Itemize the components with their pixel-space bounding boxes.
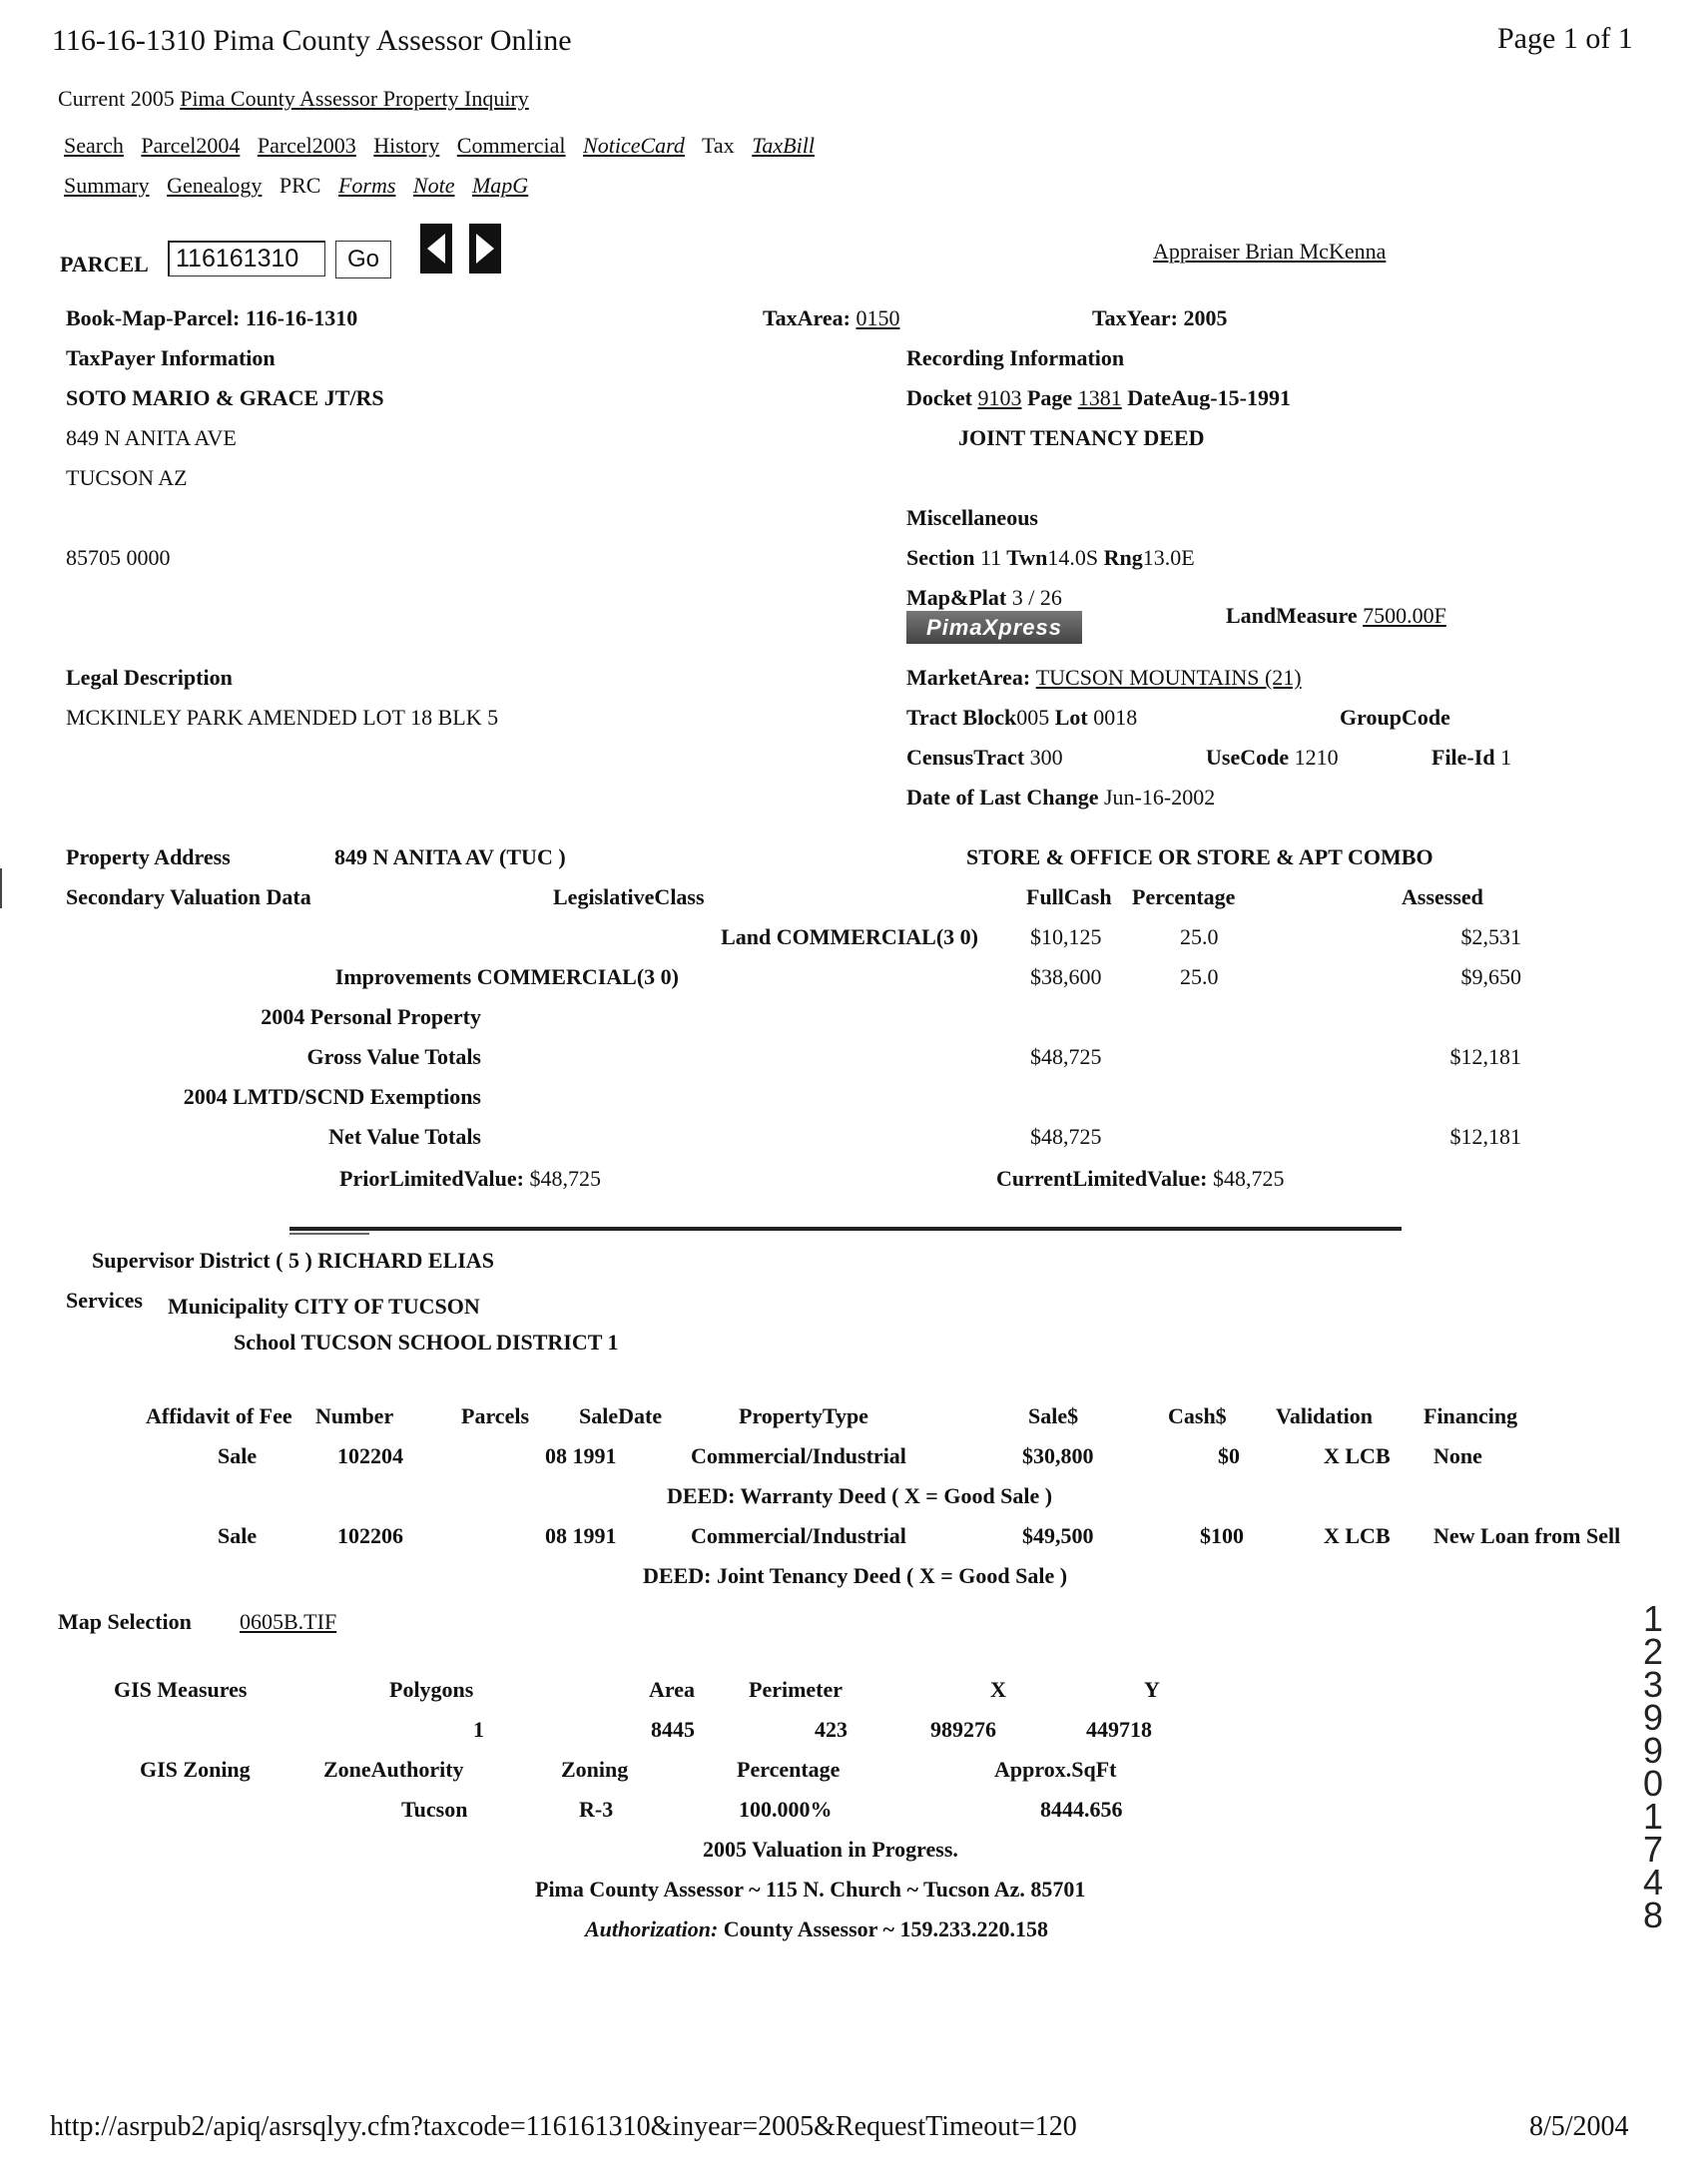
- block-value: 005: [1016, 705, 1050, 730]
- prior-limited-value: [339, 1166, 601, 1192]
- book-map-parcel: [66, 305, 357, 331]
- section-divider-shadow: [289, 1233, 369, 1235]
- gis-zoneauthority-value: Tucson: [401, 1797, 468, 1822]
- nav-mapg[interactable]: MapG: [471, 173, 529, 198]
- usecode-label: UseCode: [1206, 745, 1290, 770]
- sale-price: $49,500: [1022, 1523, 1094, 1548]
- section-value: 11: [979, 545, 1002, 570]
- prior-limited-label: PriorLimitedValue:: [339, 1166, 524, 1191]
- gis-measures-label: GIS Measures: [114, 1677, 248, 1702]
- sales-header-cash: Cash$: [1168, 1403, 1227, 1428]
- sale-validation: X LCB: [1324, 1523, 1391, 1548]
- valuation-assessed: $2,531: [1460, 924, 1521, 949]
- deed-type: JOINT TENANCY DEED: [958, 425, 1205, 450]
- group-code-label: GroupCode: [1340, 705, 1450, 730]
- page-subtitle: [58, 86, 529, 112]
- twn-value: 14.0S: [1047, 545, 1099, 570]
- authorization-line: [585, 1916, 1048, 1942]
- nav-tax[interactable]: Tax: [702, 133, 735, 158]
- nav-parcel2004[interactable]: Parcel2004: [141, 133, 241, 158]
- nav-search[interactable]: Search: [64, 133, 124, 158]
- sale-date: 08 1991: [545, 1443, 617, 1468]
- sale-cash: $0: [1218, 1443, 1240, 1468]
- municipality: Municipality CITY OF TUCSON: [168, 1294, 480, 1319]
- nav-prc[interactable]: PRC: [279, 173, 321, 198]
- scan-margin-mark: [0, 868, 2, 908]
- sale-property-type: Commercial/Industrial: [691, 1443, 906, 1468]
- nav-commercial[interactable]: Commercial: [456, 133, 566, 158]
- valuation-label: Land: [721, 924, 772, 949]
- sales-header-validation: Validation: [1276, 1403, 1374, 1428]
- docket-label: Docket: [906, 385, 972, 410]
- secondary-valuation-label: Secondary Valuation Data: [66, 884, 311, 909]
- section-label: Section: [906, 545, 975, 570]
- marketarea-link[interactable]: TUCSON MOUNTAINS (21): [1035, 665, 1302, 690]
- census-value: 300: [1029, 745, 1063, 770]
- landmeasure-label: LandMeasure: [1226, 603, 1358, 628]
- nav-note[interactable]: Note: [412, 173, 455, 198]
- assessor-inquiry-link[interactable]: Pima County Assessor Property Inquiry: [180, 86, 529, 111]
- sale-date: 08 1991: [545, 1523, 617, 1548]
- taxpayer-zip: 85705 0000: [66, 545, 171, 570]
- property-address-value: 849 N ANITA AV (TUC ): [334, 844, 566, 869]
- valuation-class: COMMERCIAL(3 0): [476, 964, 679, 989]
- nav-genealogy[interactable]: Genealogy: [167, 173, 263, 198]
- date-last-change: [906, 785, 1215, 811]
- date-value: Aug-15-1991: [1171, 385, 1291, 410]
- landmeasure-link[interactable]: 7500.00F: [1363, 603, 1446, 628]
- sales-header-sale: Sale$: [1028, 1403, 1079, 1428]
- map-selection-label: Map Selection: [58, 1609, 192, 1634]
- valuation-row-exemptions: 2004 LMTD/SCND Exemptions: [183, 1084, 481, 1109]
- gis-zoning-value: R-3: [579, 1797, 614, 1822]
- tax-year: [1092, 305, 1227, 331]
- lot-label: Lot: [1054, 705, 1088, 730]
- print-date: 8/5/2004: [1529, 2111, 1629, 2142]
- map-plat: [906, 585, 1062, 611]
- sale-deed: DEED: Warranty Deed ( X = Good Sale ): [667, 1483, 1053, 1508]
- gis-area-header: Area: [649, 1677, 696, 1702]
- fileid-value: 1: [1500, 745, 1512, 770]
- next-parcel-button[interactable]: [469, 224, 501, 273]
- gis-zoning-header: Zoning: [561, 1757, 629, 1782]
- sales-header-propertytype: PropertyType: [739, 1403, 868, 1428]
- taxpayer-heading: TaxPayer Information: [66, 345, 276, 370]
- nav-noticecard[interactable]: NoticeCard: [583, 133, 685, 158]
- parcel-label: PARCEL: [60, 252, 149, 276]
- authorization-label: Authorization:: [585, 1916, 719, 1941]
- percentage-header: Percentage: [1132, 884, 1236, 909]
- taxpayer-address-2: TUCSON AZ: [66, 465, 188, 490]
- market-area: [906, 665, 1302, 691]
- gis-area-value: 8445: [651, 1717, 695, 1742]
- valuation-pct: 25.0: [1180, 964, 1219, 989]
- gis-polygons-value: 1: [473, 1717, 484, 1742]
- taxyear-value: 2005: [1183, 305, 1228, 330]
- sale-number: 102204: [337, 1443, 403, 1468]
- section-township-range: [906, 545, 1195, 571]
- lot-value: 0018: [1093, 705, 1138, 730]
- subtitle-prefix: Current 2005: [58, 86, 181, 111]
- lastchange-value: Jun-16-2002: [1104, 785, 1216, 810]
- sale-property-type: Commercial/Industrial: [691, 1523, 906, 1548]
- current-limited-amount: $48,725: [1212, 1166, 1285, 1191]
- legal-heading: Legal Description: [66, 665, 233, 690]
- prior-limited-amount: $48,725: [529, 1166, 601, 1191]
- marketarea-label: MarketArea:: [906, 665, 1031, 690]
- valuation-fullcash: $10,125: [1030, 924, 1102, 949]
- previous-parcel-button[interactable]: [420, 224, 452, 273]
- current-limited-value: [996, 1166, 1284, 1192]
- sale-price: $30,800: [1022, 1443, 1094, 1468]
- appraiser-link[interactable]: Appraiser Brian McKenna: [1153, 239, 1387, 264]
- sale-financing: New Loan from Sell: [1433, 1523, 1621, 1548]
- valuation-row-land: [299, 924, 978, 950]
- gis-zoneauthority-header: ZoneAuthority: [323, 1757, 464, 1782]
- legislative-class-header: LegislativeClass: [553, 884, 705, 909]
- valuation-assessed: $9,650: [1460, 964, 1521, 989]
- census-tract: [906, 745, 1063, 771]
- valuation-pct: 25.0: [1180, 924, 1219, 949]
- rng-value: 13.0E: [1142, 545, 1195, 570]
- gis-zoning-label: GIS Zoning: [140, 1757, 251, 1782]
- land-measure: [1226, 603, 1446, 629]
- census-label: CensusTract: [906, 745, 1025, 770]
- docket-link[interactable]: 9103: [977, 385, 1022, 410]
- section-divider: [289, 1227, 1402, 1231]
- taxpayer-name: SOTO MARIO & GRACE JT/RS: [66, 385, 384, 410]
- gis-perimeter-value: 423: [815, 1717, 848, 1742]
- sale-type: Sale: [218, 1523, 258, 1548]
- legal-description: MCKINLEY PARK AMENDED LOT 18 BLK 5: [66, 705, 499, 730]
- valuation-fullcash: $48,725: [1030, 1044, 1102, 1069]
- fileid-label: File-Id: [1431, 745, 1495, 770]
- sales-header-financing: Financing: [1423, 1403, 1518, 1428]
- sale-validation: X LCB: [1324, 1443, 1391, 1468]
- fullcash-header: FullCash: [1026, 884, 1112, 909]
- misc-heading: Miscellaneous: [906, 505, 1038, 530]
- document-stamp-number: 1239901748: [1642, 1598, 1664, 1935]
- sales-header-affidavit: Affidavit of Fee: [146, 1403, 292, 1428]
- sale-financing: None: [1433, 1443, 1482, 1468]
- bmp-label: Book-Map-Parcel:: [66, 305, 241, 330]
- bmp-value: 116-16-1310: [245, 305, 358, 330]
- nav-summary[interactable]: Summary: [64, 173, 150, 198]
- sales-header-parcels: Parcels: [461, 1403, 530, 1428]
- gis-sqft-value: 8444.656: [1040, 1797, 1123, 1822]
- go-button[interactable]: Go: [335, 241, 391, 278]
- sale-number: 102206: [337, 1523, 403, 1548]
- tax-area: [763, 305, 900, 331]
- nav-history[interactable]: History: [373, 133, 440, 158]
- mapplat-label: Map&Plat: [906, 585, 1007, 610]
- page-label: Page: [1026, 385, 1073, 410]
- gis-polygons-header: Polygons: [389, 1677, 474, 1702]
- valuation-progress-note: 2005 Valuation in Progress.: [703, 1837, 958, 1862]
- left-triangle-icon: [425, 232, 447, 266]
- nav-row-2: [64, 173, 540, 199]
- school-district: School TUCSON SCHOOL DISTRICT 1: [234, 1330, 619, 1355]
- document-title: 116-16-1310 Pima County Assessor Online: [52, 24, 572, 57]
- lastchange-label: Date of Last Change: [906, 785, 1099, 810]
- nav-row-1: [64, 133, 827, 159]
- nav-taxbill[interactable]: TaxBill: [752, 133, 815, 158]
- nav-parcel2003[interactable]: Parcel2003: [257, 133, 356, 158]
- authorization-value: County Assessor ~ 159.233.220.158: [723, 1916, 1048, 1941]
- assessor-address: Pima County Assessor ~ 115 N. Church ~ Tucson Az. 85701: [535, 1877, 1086, 1902]
- parcel-input[interactable]: [168, 241, 325, 276]
- sale-deed: DEED: Joint Tenancy Deed ( X = Good Sale ): [643, 1563, 1068, 1588]
- gis-y-value: 449718: [1086, 1717, 1152, 1742]
- page-url: http://asrpub2/apiq/asrsqlyy.cfm?taxcode=116161310&inyear=2005&RequestTimeout=120: [50, 2111, 1077, 2142]
- gis-x-value: 989276: [930, 1717, 996, 1742]
- right-triangle-icon: [474, 232, 496, 266]
- sale-cash: $100: [1200, 1523, 1244, 1548]
- rng-label: Rng: [1103, 545, 1143, 570]
- valuation-row-gross: Gross Value Totals: [306, 1044, 481, 1069]
- date-label: Date: [1127, 385, 1172, 410]
- map-selection-link[interactable]: 0605B.TIF: [240, 1609, 337, 1634]
- valuation-class: COMMERCIAL(3 0): [776, 924, 978, 949]
- services-label: Services: [66, 1288, 143, 1313]
- recording-heading: Recording Information: [906, 345, 1125, 370]
- valuation-fullcash: $38,600: [1030, 964, 1102, 989]
- taxpayer-address-1: 849 N ANITA AVE: [66, 425, 237, 450]
- pimaxpress-button[interactable]: PimaXpress: [906, 611, 1082, 644]
- gis-percentage-value: 100.000%: [739, 1797, 833, 1822]
- property-address-label: Property Address: [66, 844, 231, 869]
- sales-header-number: Number: [315, 1403, 394, 1428]
- tract-block-lot: [906, 705, 1137, 731]
- taxarea-label: TaxArea:: [763, 305, 851, 330]
- twn-label: Twn: [1006, 545, 1048, 570]
- valuation-assessed: $12,181: [1449, 1124, 1521, 1149]
- valuation-row-improvements: [200, 964, 679, 990]
- page-number: Page 1 of 1: [1497, 22, 1633, 55]
- file-id: [1431, 745, 1511, 771]
- supervisor-district: Supervisor District ( 5 ) RICHARD ELIAS: [92, 1248, 494, 1273]
- gis-sqft-header: Approx.SqFt: [994, 1757, 1117, 1782]
- valuation-assessed: $12,181: [1449, 1044, 1521, 1069]
- use-code: [1206, 745, 1339, 771]
- property-type: STORE & OFFICE OR STORE & APT COMBO: [966, 844, 1433, 869]
- gis-percentage-header: Percentage: [737, 1757, 841, 1782]
- block-label: Block: [962, 705, 1017, 730]
- gis-perimeter-header: Perimeter: [749, 1677, 844, 1702]
- current-limited-label: CurrentLimitedValue:: [996, 1166, 1208, 1191]
- taxyear-label: TaxYear:: [1092, 305, 1178, 330]
- mapplat-value: 3 / 26: [1011, 585, 1062, 610]
- valuation-row-personal-property: 2004 Personal Property: [261, 1004, 481, 1029]
- assessed-header: Assessed: [1402, 884, 1483, 909]
- taxarea-value[interactable]: 0150: [855, 305, 900, 330]
- tract-label: Tract: [906, 705, 957, 730]
- usecode-value: 1210: [1294, 745, 1339, 770]
- sale-type: Sale: [218, 1443, 258, 1468]
- sales-header-saledate: SaleDate: [579, 1403, 663, 1428]
- valuation-row-net: Net Value Totals: [328, 1124, 481, 1149]
- nav-forms[interactable]: Forms: [337, 173, 396, 198]
- page-link[interactable]: 1381: [1077, 385, 1122, 410]
- gis-y-header: Y: [1144, 1677, 1160, 1702]
- valuation-label: Improvements: [334, 964, 472, 989]
- gis-x-header: X: [990, 1677, 1006, 1702]
- recording-docket-line: [906, 385, 1291, 411]
- valuation-fullcash: $48,725: [1030, 1124, 1102, 1149]
